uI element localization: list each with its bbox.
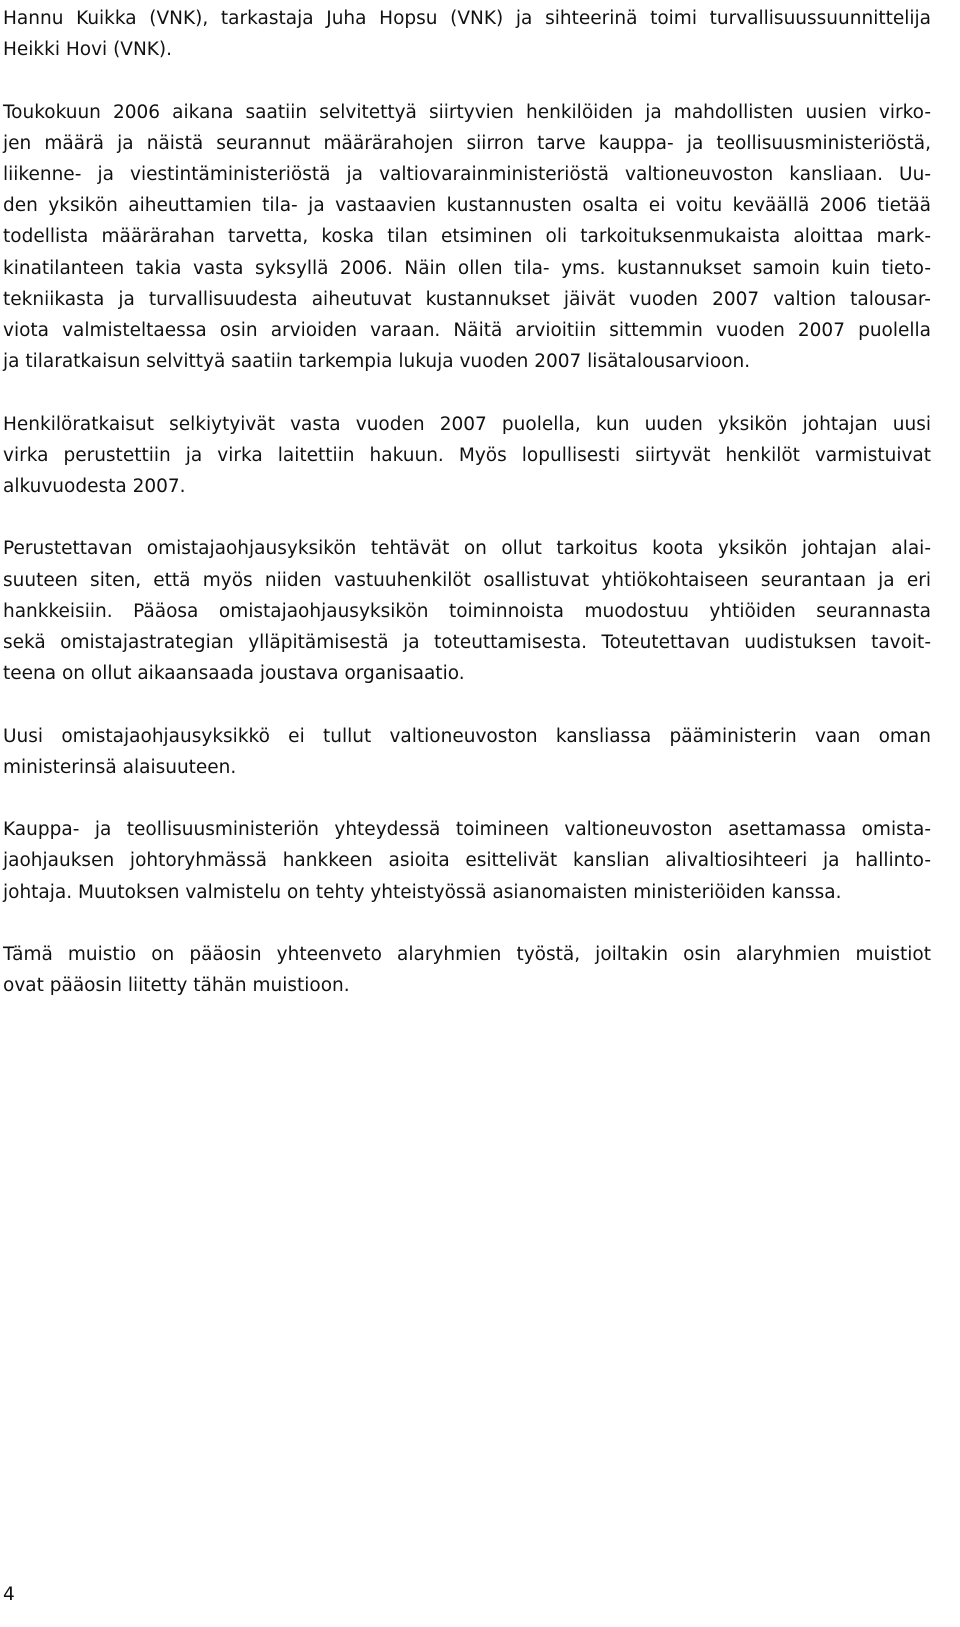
text-line: suuteen siten, että myös niiden vastuuhenkilöt osallistuvat yhtiökohtaiseen seurantaan ja eri — [3, 569, 931, 591]
paragraph-steering-group — [3, 814, 931, 908]
text-line: viota valmisteltaessa osin arvioiden varaan. Näitä arvioitiin sittemmin vuoden 2007 puolella — [3, 320, 931, 342]
text-line: todellista määrärahan tarvetta, koska tilan etsiminen oli tarkoituksenmukaista aloittaa mark- — [3, 226, 931, 248]
paragraph-budget-transfer — [3, 97, 931, 378]
text-line: Uusi omistajaohjausyksikkö ei tullut valtioneuvoston kansliassa pääministerin vaan oman — [3, 725, 931, 747]
text-line: Kauppa- ja teollisuusministeriön yhteydessä toimineen valtioneuvoston asettamassa omista- — [3, 819, 931, 841]
page-number: 4 — [3, 1584, 15, 1605]
text-line: Tämä muistio on pääosin yhteenveto alaryhmien työstä, joiltakin osin alaryhmien muistiot — [3, 944, 931, 965]
text-line: tekniikasta ja turvallisuudesta aiheutuvat kustannukset jäivät vuoden 2007 valtion talousar- — [3, 288, 931, 310]
text-line: Toukokuun 2006 aikana saatiin selvitettyä siirtyvien henkilöiden ja mahdollisten uusien virko- — [3, 101, 931, 123]
text-line: jen määrä ja näistä seurannut määrärahojen siirron tarve kauppa- ja teollisuusministeriöstä, — [3, 132, 931, 154]
paragraph-unit-subordination — [3, 721, 931, 783]
text-line: ja tilaratkaisun selvittyä saatiin tarkempia lukuja vuoden 2007 lisätalousarvioon. — [3, 351, 751, 373]
document-body — [3, 3, 931, 1033]
paragraph-unit-tasks — [3, 533, 931, 689]
text-line: virka perustettiin ja virka laitettiin hakuun. Myös lopullisesti siirtyvät henkilöt varmistuivat — [3, 444, 931, 466]
text-line: teena on ollut aikaansaada joustava organisaatio. — [3, 663, 465, 685]
text-line: Perustettavan omistajaohjausyksikön tehtävät on ollut tarkoitus koota yksikön johtajan alai- — [3, 538, 931, 560]
text-line: Heikki Hovi (VNK). — [3, 39, 173, 61]
text-line: kinatilanteen takia vasta syksyllä 2006. Näin ollen tila- yms. kustannukset samoin kuin tieto- — [3, 257, 931, 279]
text-line: sekä omistajastrategian ylläpitämisestä ja toteuttamisesta. Toteutettavan uudistuksen tavoit- — [3, 632, 931, 654]
paragraph-personnel — [3, 409, 931, 503]
text-line: Henkilöratkaisut selkiytyivät vasta vuoden 2007 puolella, kun uuden yksikön johtajan uusi — [3, 413, 931, 435]
text-line: liikenne- ja viestintäministeriöstä ja valtiovarainministeriöstä valtioneuvoston kansliaan. Uu- — [3, 164, 931, 185]
text-line: ministerinsä alaisuuteen. — [3, 756, 237, 778]
text-line: hankkeisiin. Pääosa omistajaohjausyksikön toiminnoista muodostuu yhtiöiden seurannasta — [3, 600, 931, 622]
text-line: jaohjauksen johtoryhmässä hankkeen asioita esittelivät kanslian alivaltiosihteeri ja hallinto- — [3, 850, 931, 872]
paragraph-memo-summary — [3, 939, 931, 1001]
text-line: Hannu Kuikka (VNK), tarkastaja Juha Hopsu (VNK) ja sihteerinä toimi turvallisuussuunnittelija — [3, 8, 931, 29]
text-line: alkuvuodesta 2007. — [3, 476, 186, 498]
text-line: den yksikön aiheuttamien tila- ja vastaavien kustannusten osalta ei voitu keväällä 2006 tietää — [3, 195, 931, 217]
text-line: ovat pääosin liitetty tähän muistioon. — [3, 975, 350, 997]
paragraph-committee-members — [3, 3, 931, 65]
text-line: johtaja. Muutoksen valmistelu on tehty yhteistyössä asianomaisten ministeriöiden kanssa. — [3, 881, 842, 903]
